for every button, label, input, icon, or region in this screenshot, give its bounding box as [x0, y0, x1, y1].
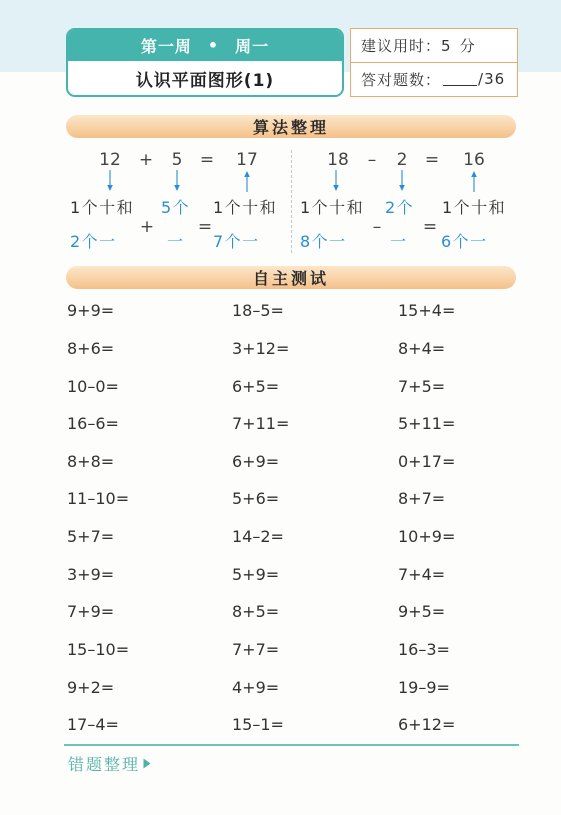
result-tens: 1个十和	[442, 198, 507, 217]
operand-a: 12	[99, 150, 121, 170]
operator-mid: +	[139, 217, 155, 237]
suggested-time-label: 建议用时：	[361, 37, 442, 55]
score-blank	[443, 72, 477, 86]
operand-a-ones: 2个一	[70, 232, 117, 251]
test-row	[67, 668, 527, 706]
bullet-separator: •	[207, 36, 220, 55]
test-problem: 15+4=	[398, 301, 456, 321]
test-problem: 7+11=	[232, 414, 290, 434]
score-row	[351, 62, 517, 95]
operand-a-tens: 1个十和	[70, 198, 135, 217]
test-row	[67, 631, 527, 669]
test-problem: 5+7=	[67, 527, 115, 547]
test-problem: 10+9=	[398, 527, 456, 547]
result: 17	[236, 150, 258, 170]
suggested-time-row	[351, 29, 517, 62]
mistake-review-label: 错题整理	[68, 754, 141, 774]
test-problem: 17–4=	[67, 715, 119, 735]
operand-a: 18	[327, 150, 349, 170]
test-problem: 7+5=	[398, 376, 446, 396]
operand-b: 2	[396, 150, 408, 170]
result: 16	[463, 150, 485, 170]
operator-mid: –	[372, 217, 382, 237]
operand-b: 5	[171, 150, 183, 170]
test-problem: 9+9=	[67, 301, 115, 321]
test-problem: 5+11=	[398, 414, 456, 434]
operand-a-tens: 1个十和	[300, 198, 365, 217]
week-label: 第一周	[140, 37, 192, 56]
operand-b-bottom: 一	[167, 232, 185, 251]
triangle-right-icon	[143, 758, 151, 769]
day-label: 周一	[235, 37, 270, 56]
down-arrow-icon	[105, 170, 115, 192]
operand-b-top: 2个	[385, 198, 415, 217]
week-day-banner	[68, 30, 342, 61]
info-box	[350, 28, 518, 97]
equals-sign: =	[199, 150, 215, 170]
down-arrow-icon	[172, 170, 182, 192]
suggested-time-unit: 分	[459, 37, 476, 55]
equals-sign-mid: =	[422, 217, 438, 237]
section-method-title: 算法整理	[66, 115, 516, 138]
test-row	[67, 443, 527, 481]
result-ones: 7个一	[213, 232, 260, 251]
dashed-divider	[291, 150, 292, 253]
operand-b-bottom: 一	[390, 232, 408, 251]
mistake-review	[68, 752, 151, 774]
test-problem: 8+4=	[398, 338, 446, 358]
test-problem: 8+6=	[67, 338, 115, 358]
down-arrow-icon	[331, 170, 341, 192]
test-row	[67, 518, 527, 556]
test-problem-grid	[67, 292, 527, 744]
suggested-time-value: 5	[441, 36, 452, 55]
equals-sign-mid: =	[197, 217, 213, 237]
test-problem: 6+12=	[398, 715, 456, 735]
operator: –	[367, 150, 377, 170]
test-problem: 7+7=	[232, 639, 280, 659]
score-label: 答对题数：	[361, 70, 442, 89]
test-problem: 8+7=	[398, 489, 446, 509]
section-test-title: 自主测试	[66, 266, 516, 289]
test-problem: 3+12=	[232, 338, 290, 358]
up-arrow-icon	[469, 170, 479, 192]
test-row	[67, 367, 527, 405]
test-problem: 14–2=	[232, 527, 284, 547]
equals-sign: =	[424, 150, 440, 170]
test-problem: 5+9=	[232, 564, 280, 584]
result-ones: 6个一	[441, 232, 488, 251]
test-problem: 15–1=	[232, 715, 284, 735]
test-row	[67, 593, 527, 631]
operand-a-ones: 8个一	[300, 232, 347, 251]
test-row	[67, 555, 527, 593]
down-arrow-icon	[397, 170, 407, 192]
test-row	[67, 480, 527, 518]
test-problem: 19–9=	[398, 677, 450, 697]
up-arrow-icon	[242, 170, 252, 192]
result-tens: 1个十和	[213, 198, 278, 217]
test-problem: 18–5=	[232, 301, 284, 321]
lesson-title-box	[66, 28, 344, 97]
test-problem: 8+5=	[232, 602, 280, 622]
test-problem: 10–0=	[67, 376, 119, 396]
test-row	[67, 405, 527, 443]
test-problem: 6+9=	[232, 451, 280, 471]
test-problem: 9+2=	[67, 677, 115, 697]
test-problem: 7+4=	[398, 564, 446, 584]
test-problem: 11–10=	[67, 489, 130, 509]
lesson-title: 认识平面图形(1)	[135, 70, 275, 91]
score-total: /36	[478, 70, 506, 88]
test-problem: 8+8=	[67, 451, 115, 471]
test-problem: 16–6=	[67, 414, 119, 434]
test-problem: 7+9=	[67, 602, 115, 622]
operand-b-top: 5个	[161, 198, 191, 217]
test-row	[67, 330, 527, 368]
test-problem: 6+5=	[232, 376, 280, 396]
test-problem: 4+9=	[232, 677, 280, 697]
test-problem: 5+6=	[232, 489, 280, 509]
test-row	[67, 292, 527, 330]
test-problem: 16–3=	[398, 639, 450, 659]
operator: +	[138, 150, 154, 170]
test-problem: 15–10=	[67, 639, 130, 659]
test-problem: 9+5=	[398, 602, 446, 622]
test-problem: 0+17=	[398, 451, 456, 471]
footer-divider	[64, 744, 519, 746]
test-problem: 3+9=	[67, 564, 115, 584]
test-row	[67, 706, 527, 744]
